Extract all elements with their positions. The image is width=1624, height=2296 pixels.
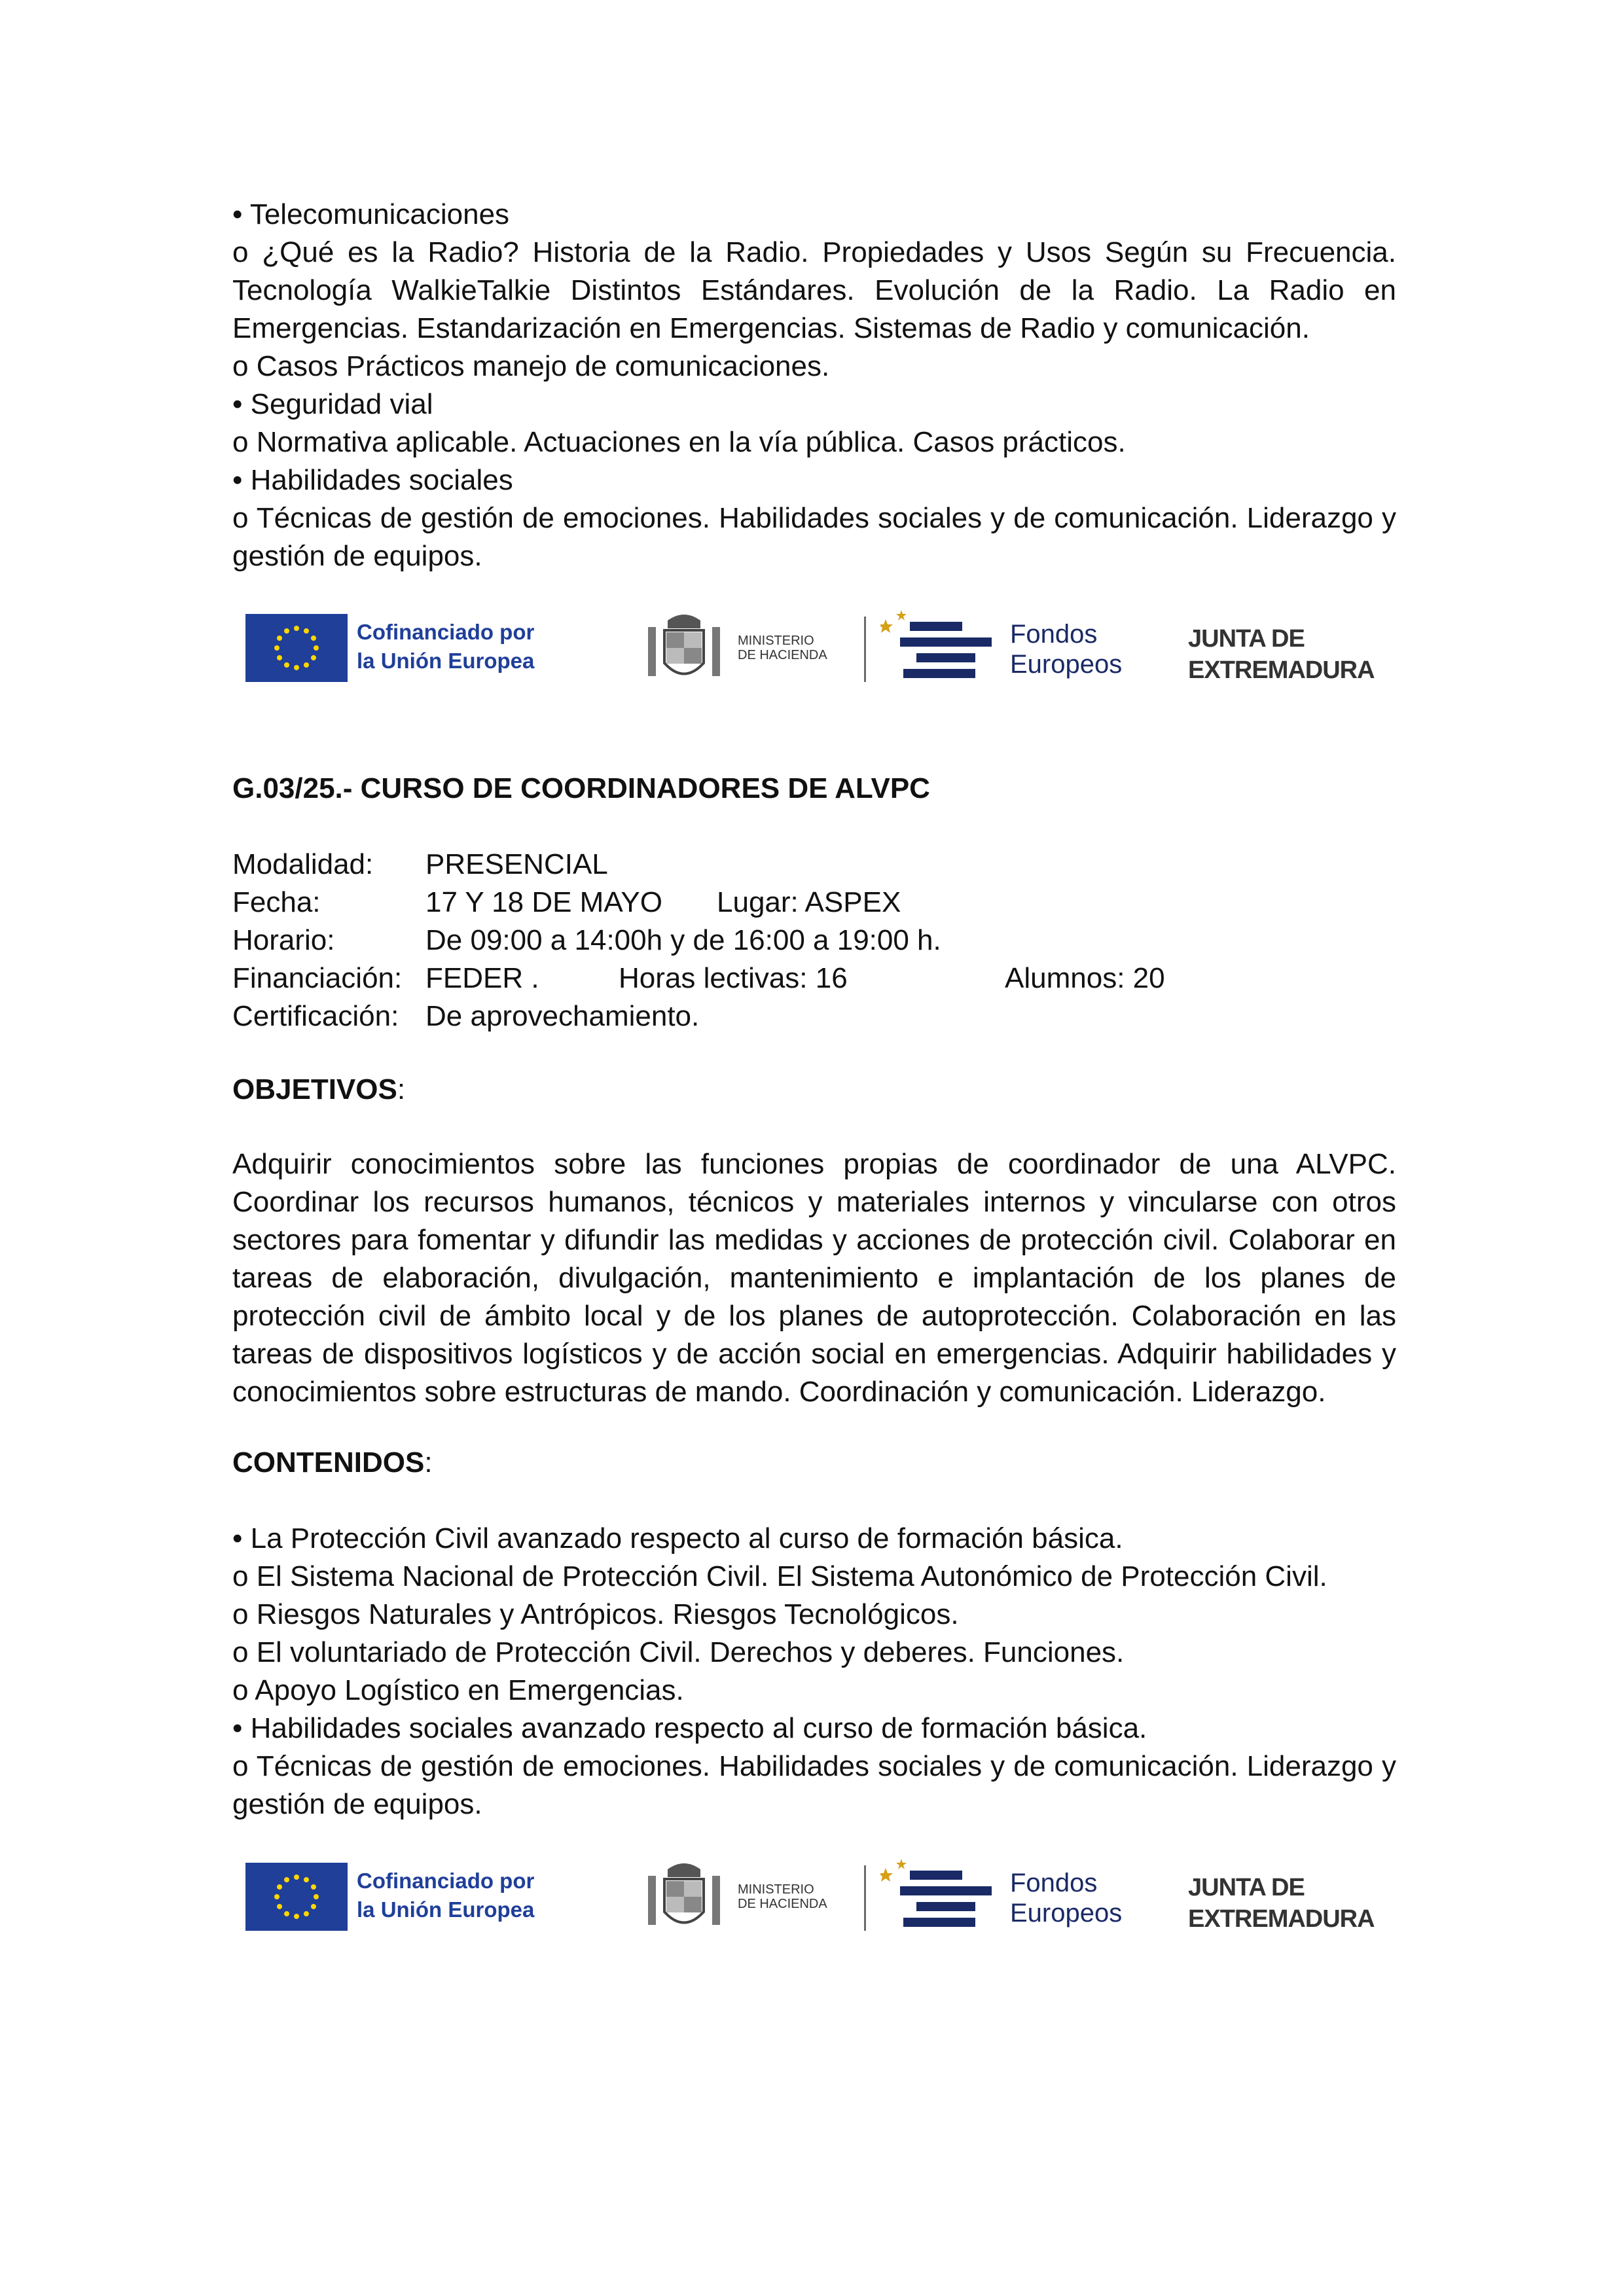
junta-extremadura-text: JUNTA DE EXTREMADURA bbox=[1188, 1874, 1375, 1933]
certificacion-value: De aprovechamiento. bbox=[425, 1000, 700, 1032]
list-item: o El Sistema Nacional de Protección Civil. El Sistema Autonómico de Protección Civil. bbox=[232, 1560, 1327, 1592]
sub-item-normativa: o Normativa aplicable. Actuaciones en la vía pública. Casos prácticos. bbox=[232, 426, 1126, 458]
financiacion-label: Financiación: bbox=[232, 962, 403, 994]
course-section bbox=[232, 770, 1396, 808]
lugar-value: Lugar: ASPEX bbox=[717, 886, 901, 918]
detail-row-horario bbox=[232, 922, 1396, 960]
contenidos-heading: CONTENIDOS: bbox=[232, 1446, 433, 1479]
alumnos-count: Alumnos: 20 bbox=[1005, 962, 1165, 994]
logo-divider bbox=[864, 1865, 866, 1931]
fondos-europeos-icon bbox=[880, 610, 995, 689]
eu-cofinanciado-text: Cofinanciado por la Unión Europea bbox=[357, 1869, 535, 1922]
fondos-europeos-text: Fondos Europeos bbox=[1010, 620, 1123, 679]
list-item: • La Protección Civil avanzado respecto al curso de formación básica. bbox=[232, 1522, 1123, 1554]
financiacion-value: FEDER . bbox=[425, 962, 539, 994]
horas-lectivas: Horas lectivas: 16 bbox=[619, 962, 848, 994]
list-item: o Apoyo Logístico en Emergencias. bbox=[232, 1674, 684, 1706]
objetivos-section bbox=[232, 1071, 1396, 1109]
objetivos-heading: OBJETIVOS: bbox=[232, 1073, 406, 1105]
ministerio-hacienda-text: MINISTERIO DE HACIENDA bbox=[738, 1882, 827, 1911]
eu-flag-icon bbox=[245, 1863, 348, 1931]
junta-extremadura-text: JUNTA DE EXTREMADURA bbox=[1188, 625, 1375, 684]
list-item: o Riesgos Naturales y Antrópicos. Riesgos Tecnológicos. bbox=[232, 1598, 959, 1630]
detail-row-certificacion bbox=[232, 997, 1396, 1035]
sub-item-radio: o ¿Qué es la Radio? Historia de la Radio. Propiedades y Usos Según su Frecuencia. Tecnología WalkieTalkie Distintos Estándares. Evolución de la Radio. La Radio en Emergencias. Estandarización en Emergencias. Sistemas de Radio y comunicación. bbox=[232, 236, 1396, 344]
list-item: • Habilidades sociales avanzado respecto al curso de formación básica. bbox=[232, 1712, 1147, 1744]
continuation-section bbox=[232, 196, 1396, 575]
eu-flag-icon bbox=[245, 614, 348, 682]
fecha-value: 17 Y 18 DE MAYO bbox=[425, 886, 662, 918]
contenidos-list bbox=[232, 1520, 1396, 1823]
sub-item-casos-practicos: o Casos Prácticos manejo de comunicaciones. bbox=[232, 350, 830, 382]
course-title: G.03/25.- CURSO DE COORDINADORES DE ALVPC bbox=[232, 772, 930, 804]
horario-label: Horario: bbox=[232, 924, 335, 956]
list-item: o Técnicas de gestión de emociones. Habilidades sociales y de comunicación. Liderazgo y gestión de equipos. bbox=[232, 1750, 1396, 1820]
certificacion-label: Certificación: bbox=[232, 1000, 399, 1032]
logo-divider bbox=[864, 617, 866, 682]
sub-item-tecnicas-gestion: o Técnicas de gestión de emociones. Habilidades sociales y de comunicación. Liderazgo y gestión de equipos. bbox=[232, 502, 1396, 572]
spain-coat-of-arms-icon bbox=[641, 607, 727, 689]
course-details bbox=[232, 846, 1396, 1035]
bullet-habilidades-sociales: • Habilidades sociales bbox=[232, 464, 513, 496]
detail-row-financiacion bbox=[232, 960, 1396, 997]
detail-row-modalidad bbox=[232, 846, 1396, 884]
fondos-europeos-text: Fondos Europeos bbox=[1010, 1869, 1123, 1928]
bullet-telecomunicaciones: • Telecomunicaciones bbox=[232, 198, 510, 230]
fecha-label: Fecha: bbox=[232, 886, 321, 918]
objetivos-text: Adquirir conocimientos sobre las funciones propias de coordinador de una ALVPC. Coordinar los recursos humanos, técnicos y materiales internos y vincularse con otros sectores para fomentar y difundir las medidas y acciones de protección civil. Colaborar en tareas de elaboración, divulgación, mantenimiento e implantación de los planes de protección civil de ámbito local y de los planes de autoprotección. Colaboración en las tareas de dispositivos logísticos y de acción social en emergencias. Adquirir habilidades y conocimientos sobre estructuras de mando. Coordinación y comunicación. Liderazgo. bbox=[232, 1148, 1396, 1408]
funding-logos-strip-bottom bbox=[245, 1850, 1375, 1941]
objetivos-body bbox=[232, 1145, 1396, 1411]
funding-logos-strip bbox=[245, 601, 1375, 692]
fondos-europeos-icon bbox=[880, 1859, 995, 1937]
bullet-seguridad-vial: • Seguridad vial bbox=[232, 388, 433, 420]
modalidad-value: PRESENCIAL bbox=[425, 848, 608, 880]
modalidad-label: Modalidad: bbox=[232, 848, 374, 880]
eu-cofinanciado-text: Cofinanciado por la Unión Europea bbox=[357, 620, 535, 673]
list-item: o El voluntariado de Protección Civil. Derechos y deberes. Funciones. bbox=[232, 1636, 1125, 1668]
detail-row-fecha bbox=[232, 884, 1396, 922]
contenidos-section bbox=[232, 1444, 1396, 1482]
ministerio-hacienda-text: MINISTERIO DE HACIENDA bbox=[738, 634, 827, 662]
spain-coat-of-arms-icon bbox=[641, 1856, 727, 1938]
horario-value: De 09:00 a 14:00h y de 16:00 a 19:00 h. bbox=[425, 924, 941, 956]
